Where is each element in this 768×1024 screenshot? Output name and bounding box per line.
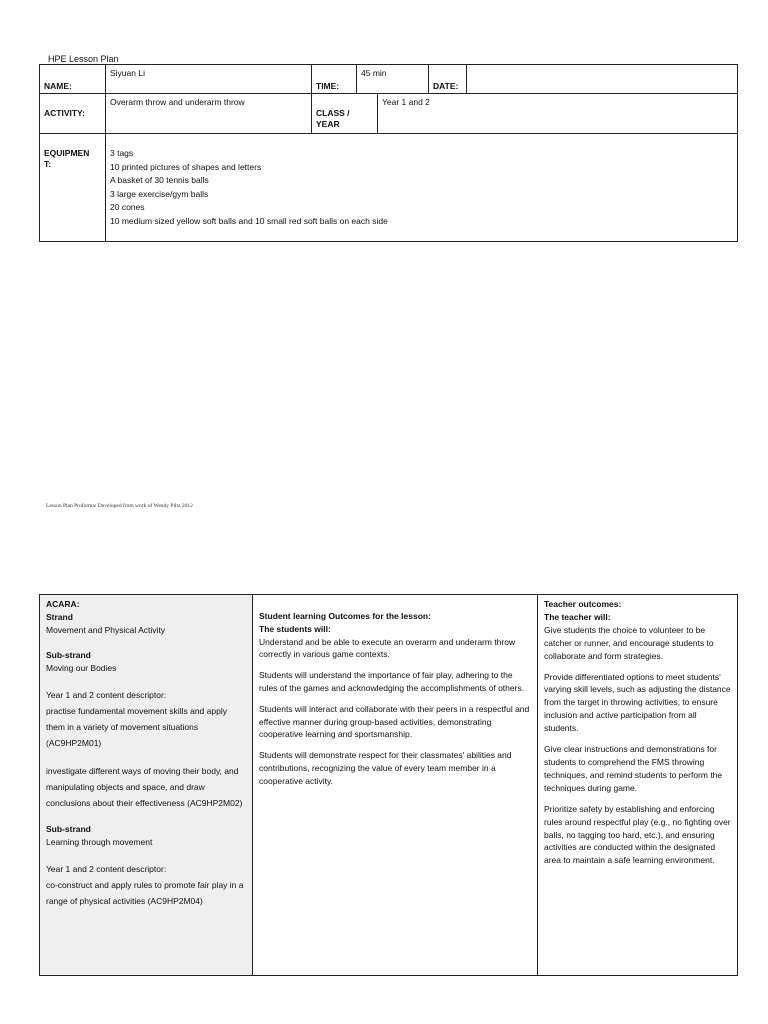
teacher-outcome: Give students the choice to volunteer to be catcher or runner, and encourage students to collaborate and form strategies.	[544, 624, 714, 661]
strand-heading: Strand	[46, 612, 73, 622]
name-label: NAME:	[40, 65, 106, 94]
teacher-outcome: Provide differentiated options to meet students' varying skill levels, such as adjusting the distance from the target in throwing activities, to ensure inclusion and active participation from all students.	[544, 671, 731, 734]
equipment-list	[106, 134, 737, 242]
class-year-value: Year 1 and 2	[378, 94, 737, 134]
student-outcomes-subheading: The students will:	[259, 623, 331, 634]
lesson-details-table	[39, 64, 738, 242]
class-label-line2: YEAR	[316, 119, 340, 129]
student-outcome: Understand and be able to execute an overarm and underarm throw correctly in various game contexts.	[259, 636, 516, 660]
equipment-label-line1: EQUIPMEN	[44, 148, 90, 158]
date-label: DATE:	[429, 65, 467, 94]
equipment-label-line2: T:	[44, 159, 52, 169]
student-outcome: Students will interact and collaborate with their peers in a respectful and effective manner during group-based activities, demonstrating cooperative learning and sportsmanship.	[259, 703, 530, 740]
substrand-text: Moving our Bodies	[46, 663, 117, 673]
activity-label: ACTIVITY:	[40, 94, 106, 134]
teacher-outcomes-heading: Teacher outcomes:	[544, 599, 622, 609]
acara-column	[40, 595, 253, 975]
teacher-outcomes-column	[538, 595, 737, 975]
teacher-outcome: Give clear instructions and demonstrations for students to comprehend the FMS throwing techniques, and remind students to perform the techniques during game.	[544, 744, 723, 793]
equipment-item: 10 medium sized yellow soft balls and 10 small red soft balls on each side	[110, 215, 388, 226]
name-value: Siyuan Li	[106, 65, 312, 94]
substrand-heading: Sub-strand	[46, 824, 91, 834]
descriptor-intro: Year 1 and 2 content descriptor:	[46, 864, 167, 874]
equipment-item: 3 tags	[110, 148, 134, 158]
teacher-outcome: Prioritize safety by establishing and enforcing rules around respectful play (e.g., no fighting over balls, no tagging too hard, etc.), and ensuring activities are conducted within the designated area to maintain a safe learning environment.	[544, 803, 731, 866]
equipment-item: 10 printed pictures of shapes and letters	[110, 161, 262, 172]
class-label-line1: CLASS /	[316, 108, 350, 118]
acara-heading: ACARA:	[46, 599, 80, 609]
equipment-item: 3 large exercise/gym balls	[110, 188, 209, 199]
proforma-footer-note: Lesson Plan Proforma/ Developed from work of Wendy Piltz 2012	[46, 503, 193, 509]
equipment-item: 20 cones	[110, 202, 145, 212]
substrand-text: Learning through movement	[46, 837, 153, 847]
content-descriptor: co-construct and apply rules to promote fair play in a range of physical activities (AC9HP2M04)	[46, 880, 244, 906]
date-value	[467, 65, 737, 94]
teacher-outcomes-subheading: The teacher will:	[544, 611, 611, 622]
student-outcomes-column	[253, 595, 538, 975]
activity-value: Overarm throw and underarm throw	[106, 94, 312, 134]
substrand-heading: Sub-strand	[46, 650, 91, 660]
equipment-label	[40, 134, 106, 242]
time-label: TIME:	[312, 65, 357, 94]
outcomes-table	[39, 594, 738, 976]
student-outcome: Students will demonstrate respect for their classmates' abilities and contributions, recognizing the value of every team member in a cooperative activity.	[259, 750, 512, 786]
document-title: HPE Lesson Plan	[48, 54, 119, 64]
class-year-label	[312, 94, 378, 134]
descriptor-intro: Year 1 and 2 content descriptor:	[46, 690, 167, 700]
strand-text: Movement and Physical Activity	[46, 625, 166, 635]
content-descriptor: investigate different ways of moving their body, and manipulating objects and space, and draw conclusions about their effectiveness (AC9HP2M02)	[46, 766, 243, 808]
time-value: 45 min	[357, 65, 429, 94]
student-outcome: Students will understand the importance of fair play, adhering to the rules of the games and acknowledging the accomplishments of others.	[259, 670, 525, 693]
equipment-item: A basket of 30 tennis balls	[110, 175, 209, 185]
student-outcomes-heading: Student learning Outcomes for the lesson:	[259, 611, 431, 621]
content-descriptor: practise fundamental movement skills and apply them in a variety of movement situations (AC9HP2M01)	[46, 706, 227, 748]
